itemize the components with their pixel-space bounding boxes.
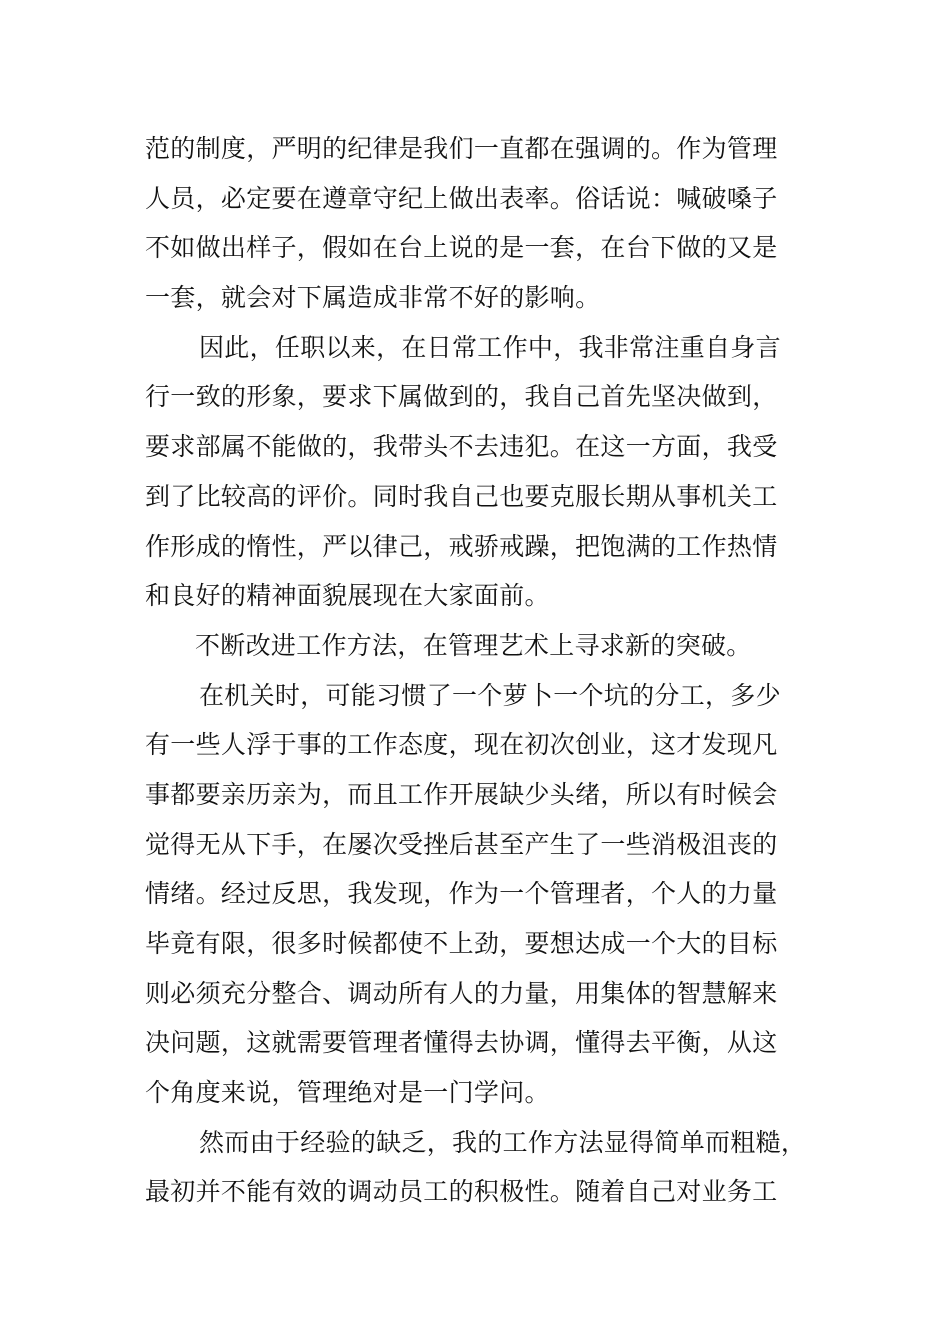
text-line: 最初并不能有效的调动员工的积极性。随着自己对业务工 <box>145 1177 778 1207</box>
text-line: 一套，就会对下属造成非常不好的影响。 <box>145 283 601 313</box>
text-line: 作形成的惰性，严以律己，戒骄戒躁，把饱满的工作热情 <box>145 531 778 561</box>
text-line: 范的制度，严明的纪律是我们一直都在强调的。作为管理 <box>145 134 778 163</box>
text-line: 和良好的精神面貌展现在大家面前。 <box>145 581 550 611</box>
text-line: 要求部属不能做的，我带头不去违犯。在这一方面，我受 <box>145 432 778 462</box>
paragraph-first-line: 然而由于经验的缺乏，我的工作方法显得简单而粗糙， <box>199 1127 807 1157</box>
text-line: 觉得无从下手，在屡次受挫后甚至产生了一些消极沮丧的 <box>145 829 778 859</box>
paragraph-first-line: 因此，任职以来，在日常工作中，我非常注重自身言 <box>199 332 781 362</box>
text-line: 行一致的形象，要求下属做到的，我自己首先坚决做到， <box>145 382 778 412</box>
text-line: 不如做出样子，假如在台上说的是一套，在台下做的又是 <box>145 233 778 263</box>
text-line: 情绪。经过反思，我发现，作为一个管理者，个人的力量 <box>145 879 778 909</box>
section-heading-line: 不断改进工作方法，在管理艺术上寻求新的突破。 <box>195 630 752 660</box>
text-line: 到了比较高的评价。同时我自己也要克服长期从事机关工 <box>145 481 778 511</box>
text-line: 事都要亲历亲为，而且工作开展缺少头绪，所以有时候会 <box>145 779 778 809</box>
body-text <box>145 124 825 1217</box>
paragraph-first-line: 在机关时，可能习惯了一个萝卜一个坑的分工，多少 <box>199 680 781 710</box>
text-line: 人员，必定要在遵章守纪上做出表率。俗话说：喊破嗓子 <box>145 183 778 213</box>
text-line: 则必须充分整合、调动所有人的力量，用集体的智慧解来 <box>145 978 778 1008</box>
text-line: 个角度来说，管理绝对是一门学问。 <box>145 1078 550 1108</box>
text-line: 决问题，这就需要管理者懂得去协调，懂得去平衡，从这 <box>145 1028 778 1058</box>
text-line: 毕竟有限，很多时候都使不上劲，要想达成一个大的目标 <box>145 929 778 958</box>
text-line: 有一些人浮于事的工作态度，现在初次创业，这才发现凡 <box>145 730 778 760</box>
